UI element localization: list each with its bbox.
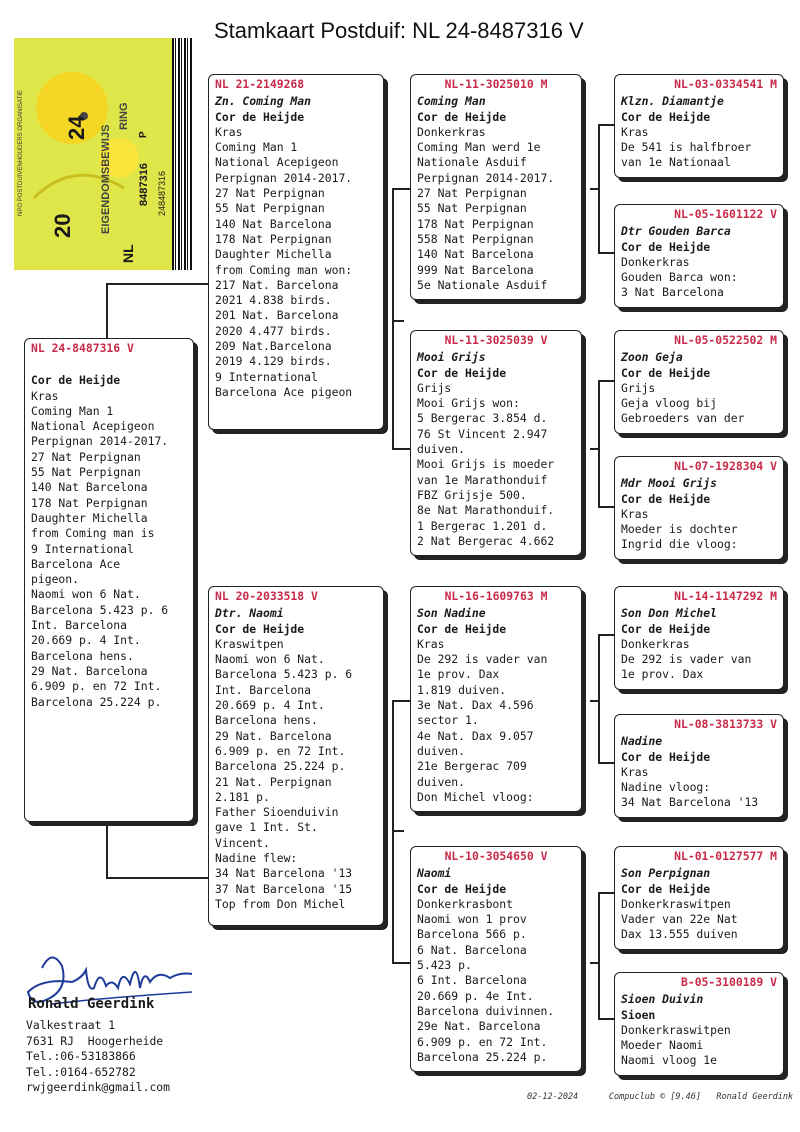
- card-line: Mooi Grijs won:: [417, 396, 520, 411]
- connector-line: [392, 188, 394, 448]
- card-line: National Acepigeon: [31, 419, 155, 434]
- card-line: Moeder is dochter: [621, 522, 738, 537]
- card-line: 178 Nat Perpignan: [215, 231, 332, 246]
- card-lines: [215, 637, 377, 912]
- card-line: from Coming man is: [31, 526, 155, 541]
- connector-line: [590, 448, 599, 450]
- card-line: 2019 4.129 birds.: [215, 354, 332, 369]
- card-line: Barcelona Ace: [31, 556, 121, 571]
- card-line: 209 Nat.Barcelona: [215, 339, 332, 354]
- connector-line: [392, 700, 412, 702]
- card-line: Don Michel vloog:: [417, 789, 534, 804]
- breeder-name: Cor de Heijde: [621, 491, 711, 506]
- ring-card-barcode: [172, 38, 192, 270]
- connector-line: [106, 877, 210, 879]
- card-line: 8e Nat Marathonduif.: [417, 503, 555, 518]
- card-line: sector 1.: [417, 713, 479, 728]
- card-line: Barcelona 5.423 p. 6: [215, 667, 353, 682]
- card-lines: [621, 765, 777, 811]
- pedigree-card-mf: [410, 586, 582, 812]
- pedigree-card-subject: [24, 338, 194, 822]
- card-line: Barcelona Ace pigeon: [215, 384, 353, 399]
- card-lines: [215, 125, 377, 400]
- pigeon-name: Klzn. Diamantje: [621, 94, 724, 109]
- ring-number: NL-11-3025039 V: [444, 333, 548, 347]
- card-line: van 1e Nationaal: [621, 155, 731, 170]
- pedigree-card-ff: [410, 74, 582, 300]
- pedigree-card-father: [208, 74, 384, 430]
- card-line: Nadine vloog:: [621, 780, 711, 795]
- ring-number: NL-05-1601122 V: [674, 207, 777, 221]
- ring-card-year-right: 24: [64, 115, 89, 140]
- footer: [527, 1092, 793, 1102]
- ring-card-number: 8487316: [138, 163, 150, 206]
- card-line: 6 Nat. Barcelona: [417, 942, 527, 957]
- card-line: Kras: [621, 764, 649, 779]
- card-line: Barcelona 25.224 p.: [215, 759, 346, 774]
- connector-line: [598, 1018, 614, 1020]
- breeder-name: Cor de Heijde: [31, 373, 121, 388]
- pigeon-name: Son Don Michel: [621, 606, 718, 621]
- card-line: Barcelona hens.: [215, 713, 318, 728]
- card-line: Daughter Michella: [31, 510, 148, 525]
- card-lines: [417, 637, 575, 805]
- card-line: pigeon.: [31, 572, 80, 587]
- pigeon-name: Dtr. Naomi: [215, 606, 284, 621]
- card-line: 999 Nat Barcelona: [417, 262, 534, 277]
- card-line: Grijs: [417, 380, 452, 395]
- breeder-name: Cor de Heijde: [621, 239, 711, 254]
- card-line: Int. Barcelona: [215, 682, 312, 697]
- card-line: 6 Int. Barcelona: [417, 973, 527, 988]
- card-line: 178 Nat Perpignan: [417, 216, 534, 231]
- card-lines: [621, 1023, 777, 1069]
- card-line: Barcelona 5.423 p. 6: [31, 602, 169, 617]
- ring-number: NL 21-2149268: [215, 77, 305, 91]
- card-line: Gebroeders van der: [621, 411, 745, 426]
- card-line: Top from Don Michel: [215, 896, 346, 911]
- card-line: from Coming man won:: [215, 262, 353, 277]
- card-line: 6.909 p. en 72 Int.: [31, 679, 162, 694]
- card-line: De 292 is vader van: [417, 652, 548, 667]
- ring-number: NL-05-0522502 M: [674, 333, 777, 347]
- card-line: 140 Nat Barcelona: [417, 247, 534, 262]
- breeder-name: Cor de Heijde: [621, 365, 711, 380]
- connector-line: [392, 320, 404, 322]
- card-line: Naomi won 1 prov: [417, 912, 527, 927]
- card-line: Donkerkraswitpen: [621, 896, 731, 911]
- card-line: Mooi Grijs is moeder: [417, 457, 555, 472]
- card-lines: [417, 381, 575, 549]
- ring-card: [14, 38, 192, 270]
- card-line: Donkerkrasbont: [417, 896, 514, 911]
- card-lines: [621, 255, 777, 301]
- card-line: 3 Nat Barcelona: [621, 285, 724, 300]
- connector-line: [106, 283, 210, 285]
- breeder-name: Cor de Heijde: [417, 365, 507, 380]
- card-line: Naomi won 6 Nat.: [215, 652, 325, 667]
- card-line: Perpignan 2014-2017.: [215, 170, 353, 185]
- owner-name: Ronald Geerdink: [28, 996, 155, 1012]
- card-line: Nationale Asduif: [417, 155, 527, 170]
- card-line: duiven.: [417, 442, 466, 457]
- card-line: Donkerkraswitpen: [621, 1022, 731, 1037]
- pigeon-name: Son Nadine: [417, 606, 486, 621]
- pedigree-card-mother: [208, 586, 384, 926]
- pigeon-name: Sioen Duivin: [621, 992, 704, 1007]
- ring-card-year-left: 20: [50, 213, 75, 238]
- card-line: duiven.: [417, 774, 466, 789]
- card-line: 34 Nat Barcelona '13: [621, 795, 759, 810]
- pedigree-card-mmf: [614, 846, 784, 950]
- card-line: Dax 13.555 duiven: [621, 927, 738, 942]
- connector-line: [392, 830, 404, 832]
- card-line: 217 Nat. Barcelona: [215, 277, 339, 292]
- card-line: 29 Nat. Barcelona: [31, 663, 148, 678]
- card-line: Kraswitpen: [215, 636, 284, 651]
- card-line: 21e Bergerac 709: [417, 759, 527, 774]
- card-line: 5.423 p.: [417, 958, 472, 973]
- card-line: Kras: [215, 124, 243, 139]
- ring-number: NL-14-1147292 M: [674, 589, 777, 603]
- card-line: 201 Nat. Barcelona: [215, 308, 339, 323]
- breeder-name: Cor de Heijde: [417, 621, 507, 636]
- card-line: Vader van 22e Nat: [621, 912, 738, 927]
- card-line: Coming Man werd 1e: [417, 140, 541, 155]
- owner-address: [26, 1018, 170, 1096]
- ring-number: NL-08-3813733 V: [674, 717, 777, 731]
- card-line: 55 Nat Perpignan: [417, 201, 527, 216]
- page-title: Stamkaart Postduif: NL 24-8487316 V: [214, 18, 584, 43]
- connector-line: [598, 892, 614, 894]
- card-line: 9 International: [31, 541, 134, 556]
- card-line: 2021 4.838 birds.: [215, 293, 332, 308]
- pedigree-card-mfm: [614, 714, 784, 818]
- card-line: Barcelona 25.224 p.: [417, 1049, 548, 1064]
- card-line: duiven.: [417, 743, 466, 758]
- card-line: 27 Nat Perpignan: [215, 186, 325, 201]
- card-lines: [621, 637, 777, 683]
- card-line: 2.181 p.: [215, 789, 270, 804]
- card-line: Father Sioenduivin: [215, 805, 339, 820]
- card-line: 21 Nat. Perpignan: [215, 774, 332, 789]
- connector-line: [106, 283, 108, 343]
- card-line: 5e Nationale Asduif: [417, 277, 548, 292]
- card-line: 1e prov. Dax: [417, 667, 500, 682]
- connector-line: [598, 506, 614, 508]
- footer-name: Ronald Geerdink: [716, 1092, 794, 1102]
- card-line: Perpignan 2014-2017.: [417, 170, 555, 185]
- card-lines: [417, 125, 575, 293]
- pigeon-name: Dtr Gouden Barca: [621, 224, 731, 239]
- card-line: 55 Nat Perpignan: [31, 465, 141, 480]
- ring-card-ring-label: RING: [118, 102, 130, 130]
- card-line: 27 Nat Perpignan: [31, 449, 141, 464]
- card-line: 29e Nat. Barcelona: [417, 1019, 541, 1034]
- card-line: 27 Nat Perpignan: [417, 186, 527, 201]
- card-line: 1 Bergerac 1.201 d.: [417, 518, 548, 533]
- phone-line: Tel.:0164-652782: [26, 1064, 136, 1079]
- card-line: Perpignan 2014-2017.: [31, 434, 169, 449]
- pedigree-card-mm: [410, 846, 582, 1072]
- pedigree-card-ffm: [614, 204, 784, 308]
- card-line: Coming Man 1: [215, 140, 298, 155]
- card-line: Moeder Naomi: [621, 1038, 704, 1053]
- card-lines: [621, 897, 777, 943]
- pigeon-name: Coming Man: [417, 94, 486, 109]
- connector-line: [598, 252, 614, 254]
- card-line: Barcelona 25.224 p.: [31, 694, 162, 709]
- address-line: 7631 RJ Hoogerheide: [26, 1033, 164, 1048]
- footer-date: 02-12-2024: [527, 1092, 579, 1102]
- card-line: 5 Bergerac 3.854 d.: [417, 411, 548, 426]
- card-line: Donkerkras: [417, 124, 486, 139]
- connector-line: [598, 892, 600, 1018]
- pedigree-card-mff: [614, 586, 784, 690]
- card-line: 1.819 duiven.: [417, 682, 507, 697]
- card-lines: [621, 507, 777, 553]
- connector-line: [392, 448, 412, 450]
- pedigree-card-fm: [410, 330, 582, 556]
- card-lines: [31, 389, 187, 710]
- breeder-name: Cor de Heijde: [621, 881, 711, 896]
- connector-line: [590, 700, 599, 702]
- ring-number: NL-11-3025010 M: [444, 77, 548, 91]
- card-line: 1e prov. Dax: [621, 667, 704, 682]
- pigeon-name: Nadine: [621, 734, 663, 749]
- connector-line: [392, 962, 412, 964]
- breeder-name: Cor de Heijde: [215, 621, 305, 636]
- ring-card-artwork: [14, 38, 172, 270]
- card-line: Naomi vloog 1e: [621, 1053, 718, 1068]
- card-lines: [417, 897, 575, 1065]
- card-line: Donkerkras: [621, 636, 690, 651]
- card-line: FBZ Grijsje 500.: [417, 487, 527, 502]
- ring-card-letter: P: [138, 131, 149, 138]
- card-line: 6.909 p. en 72 Int.: [417, 1034, 548, 1049]
- pigeon-name: Mdr Mooi Grijs: [621, 476, 718, 491]
- ring-number: B-05-3100189 V: [680, 975, 777, 989]
- card-line: Ingrid die vloog:: [621, 537, 738, 552]
- card-line: 140 Nat Barcelona: [215, 216, 332, 231]
- card-line: Kras: [621, 124, 649, 139]
- card-line: De 292 is vader van: [621, 652, 752, 667]
- phone-line: Tel.:06-53183866: [26, 1049, 136, 1064]
- pigeon-name: Zoon Geja: [621, 350, 683, 365]
- breeder-name: Cor de Heijde: [215, 109, 305, 124]
- breeder-name: Cor de Heijde: [621, 749, 711, 764]
- ring-number: NL-01-0127577 M: [674, 849, 777, 863]
- card-line: Gouden Barca won:: [621, 270, 738, 285]
- card-line: Barcelona hens.: [31, 648, 134, 663]
- card-line: Donkerkras: [621, 254, 690, 269]
- card-line: Coming Man 1: [31, 403, 114, 418]
- breeder-name: Cor de Heijde: [417, 881, 507, 896]
- card-line: gave 1 Int. St.: [215, 820, 318, 835]
- card-lines: [621, 125, 777, 171]
- pigeon-name: Mooi Grijs: [417, 350, 486, 365]
- pigeon-name: Son Perpignan: [621, 866, 711, 881]
- card-line: 3e Nat. Dax 4.596: [417, 698, 534, 713]
- card-line: Kras: [417, 636, 445, 651]
- card-line: 37 Nat Barcelona '15: [215, 881, 353, 896]
- card-line: 140 Nat Barcelona: [31, 480, 148, 495]
- connector-line: [590, 188, 599, 190]
- card-line: Vincent.: [215, 835, 270, 850]
- card-lines: [621, 381, 777, 427]
- card-line: National Acepigeon: [215, 155, 339, 170]
- connector-line: [598, 634, 614, 636]
- card-line: Geja vloog bij: [621, 396, 718, 411]
- email-line: rwjgeerdink@gmail.com: [26, 1080, 171, 1095]
- address-line: Valkestraat 1: [26, 1018, 116, 1032]
- card-line: Kras: [621, 506, 649, 521]
- ring-card-org: NPO POSTDUIVENHOUDERS ORGANISATIE: [18, 90, 24, 216]
- footer-software: Compuclub © [9.46]: [608, 1092, 702, 1102]
- ring-number: NL 24-8487316 V: [31, 341, 134, 355]
- ring-number: NL-16-1609763 M: [444, 589, 548, 603]
- ring-number: NL 20-2033518 V: [215, 589, 318, 603]
- connector-line: [598, 762, 614, 764]
- pedigree-card-mmm: [614, 972, 784, 1076]
- pigeon-name: Zn. Coming Man: [215, 94, 312, 109]
- connector-line: [598, 380, 614, 382]
- ring-number: NL-03-0334541 M: [674, 77, 777, 91]
- ring-card-country: NL: [120, 244, 136, 263]
- card-line: Nadine flew:: [215, 851, 298, 866]
- connector-line: [106, 822, 108, 878]
- card-line: Barcelona duivinnen.: [417, 1003, 555, 1018]
- breeder-name: Sioen: [621, 1007, 656, 1022]
- card-line: Barcelona 566 p.: [417, 927, 527, 942]
- card-line: 2020 4.477 birds.: [215, 323, 332, 338]
- connector-line: [598, 634, 600, 762]
- card-line: Naomi won 6 Nat.: [31, 587, 141, 602]
- card-line: De 541 is halfbroer: [621, 140, 752, 155]
- card-line: 29 Nat. Barcelona: [215, 728, 332, 743]
- ring-card-label: EIGENDOMSBEWIJS: [100, 124, 112, 234]
- card-line: van 1e Marathonduif: [417, 472, 548, 487]
- card-line: Int. Barcelona: [31, 618, 128, 633]
- card-line: 4e Nat. Dax 9.057: [417, 728, 534, 743]
- ring-number: NL-07-1928304 V: [674, 459, 777, 473]
- pedigree-card-fff: [614, 74, 784, 178]
- connector-line: [598, 380, 600, 506]
- pedigree-card-fmf: [614, 330, 784, 434]
- card-line: 76 St Vincent 2.947: [417, 426, 548, 441]
- card-line: 9 International: [215, 369, 318, 384]
- connector-line: [590, 962, 599, 964]
- card-line: Daughter Michella: [215, 247, 332, 262]
- card-line: 20.669 p. 4 Int.: [31, 633, 141, 648]
- pedigree-card-fmm: [614, 456, 784, 560]
- card-line: 55 Nat Perpignan: [215, 201, 325, 216]
- ring-card-barcode-number: 248487316: [157, 170, 167, 216]
- card-line: 178 Nat Perpignan: [31, 495, 148, 510]
- card-line: 2 Nat Bergerac 4.662: [417, 533, 555, 548]
- card-line: 34 Nat Barcelona '13: [215, 866, 353, 881]
- card-line: 6.909 p. en 72 Int.: [215, 743, 346, 758]
- card-line: 20.669 p. 4 Int.: [215, 698, 325, 713]
- breeder-name: Cor de Heijde: [621, 109, 711, 124]
- card-line: Grijs: [621, 380, 656, 395]
- card-line: 558 Nat Perpignan: [417, 231, 534, 246]
- connector-line: [598, 124, 614, 126]
- card-line: 20.669 p. 4e Int.: [417, 988, 534, 1003]
- breeder-name: Cor de Heijde: [621, 621, 711, 636]
- card-line: Kras: [31, 388, 59, 403]
- ring-number: NL-10-3054650 V: [444, 849, 548, 863]
- pigeon-name: Naomi: [417, 866, 452, 881]
- breeder-name: Cor de Heijde: [417, 109, 507, 124]
- connector-line: [392, 188, 412, 190]
